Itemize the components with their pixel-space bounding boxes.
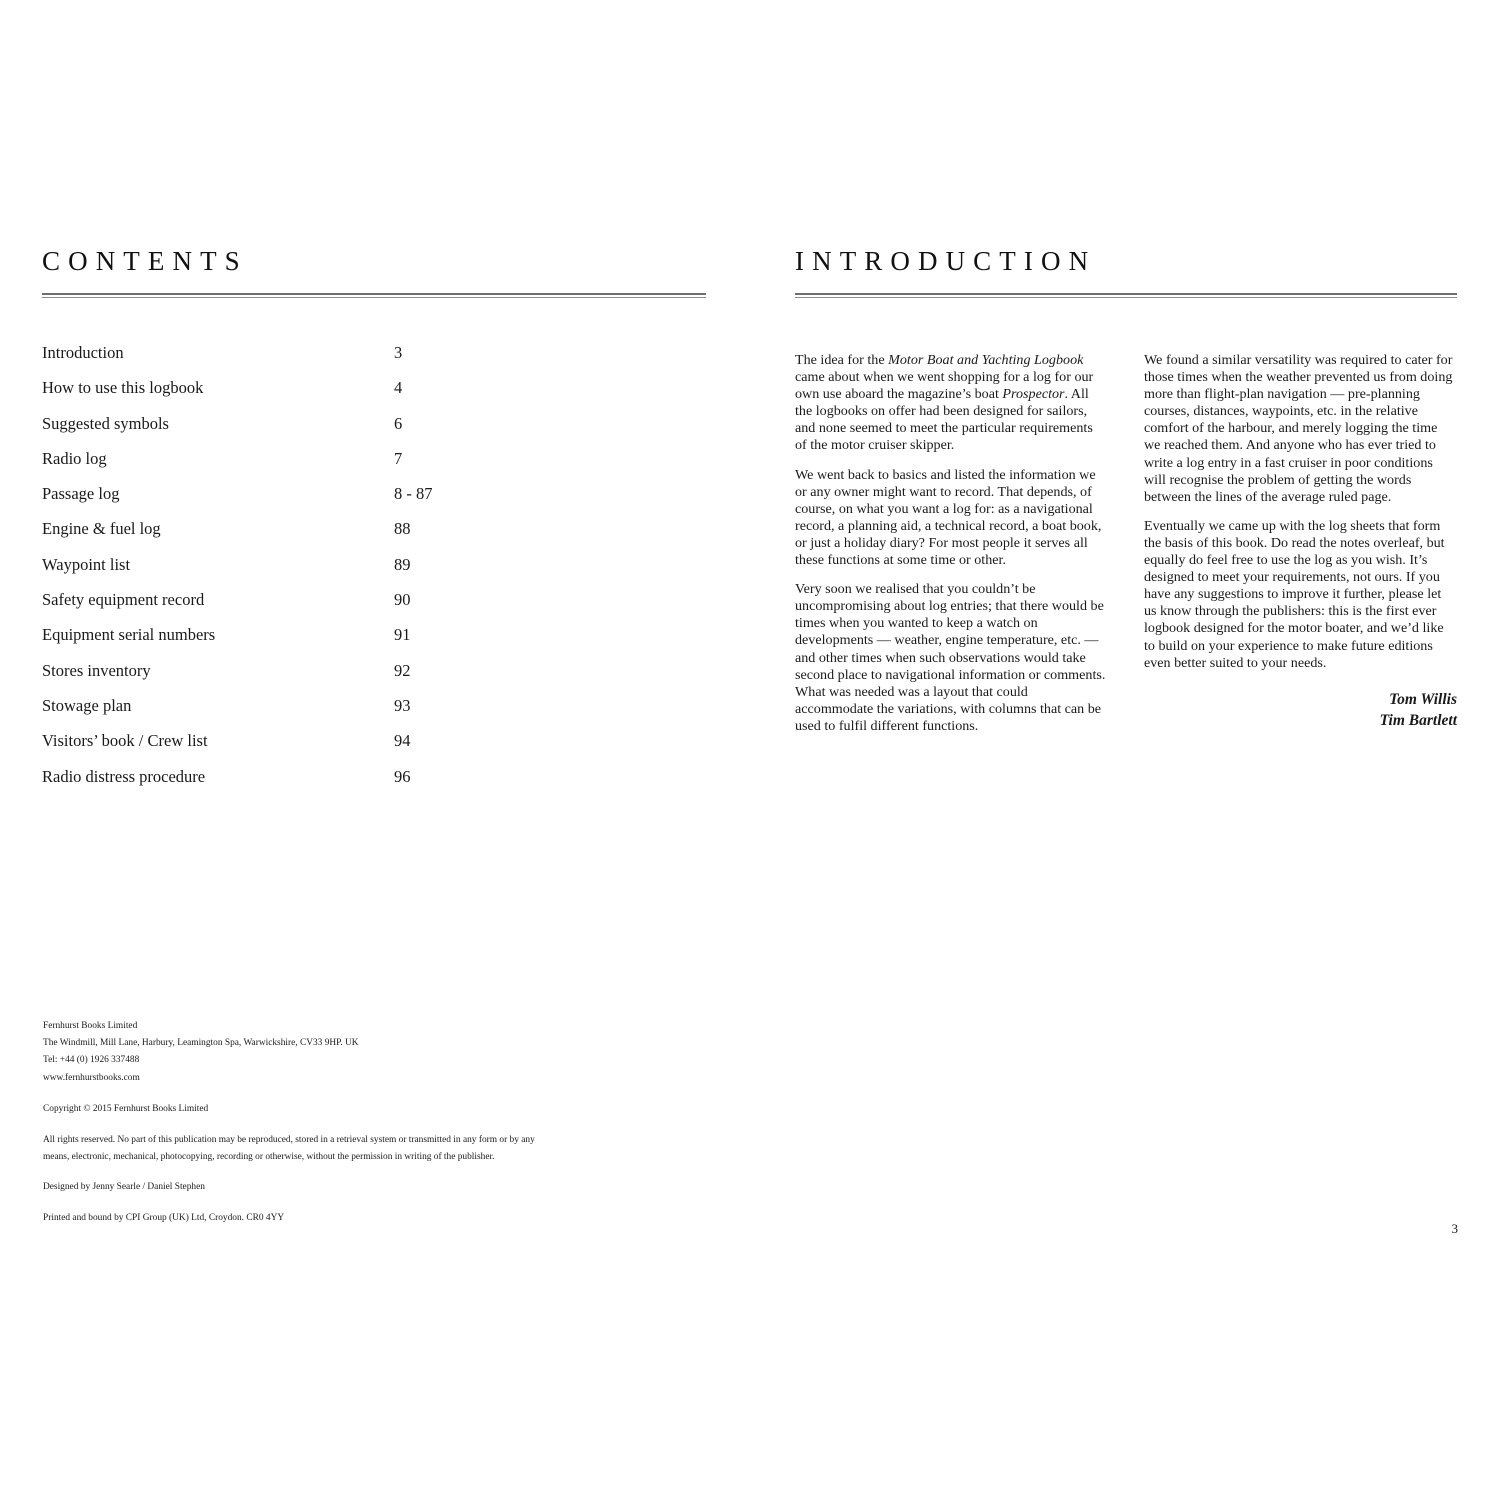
contents-entry-page: 6 [394,413,403,433]
contents-entry-page: 93 [394,695,411,715]
contents-entry-page: 88 [394,519,411,539]
intro-text-run: came about when we went shopping for a log for our own use aboard the magazine’s boat [795,369,1094,403]
contents-entry-page: 90 [394,590,411,610]
publisher-address: The Windmill, Mill Lane, Harbury, Leamington Spa, Warwickshire, CV33 9HP. UK [43,1038,359,1049]
rule-thick [795,293,1457,295]
introduction-heading-rule [795,293,1457,298]
contents-list [42,345,662,804]
right-page-introduction [750,0,1500,1500]
contents-entry[interactable] [42,766,662,804]
copyright-block [43,1101,683,1118]
contents-entry[interactable] [42,486,662,521]
signature-tim-bartlett: Tim Bartlett [1379,711,1457,729]
contents-entry[interactable] [42,695,662,733]
contents-entry[interactable] [42,413,662,451]
designed-by-block [43,1179,683,1196]
intro-text-run: The idea for the [795,352,889,368]
contents-entry-page: 94 [394,731,411,751]
intro-text-run: . All the logbooks on offer had been designed for sailors, and none seemed to meet the particular requirements of the motor cruiser skipper. [795,386,1093,454]
publisher-telephone: Tel: +44 (0) 1926 337488 [43,1055,140,1066]
book-title-italic: Motor Boat and Yachting Logbook [888,352,1084,368]
boat-name-italic: Prospector [1002,386,1065,403]
contents-entry-title: Suggested symbols [42,413,169,433]
intro-paragraph: Eventually we came up with the log sheets that form the basis of this book. Do read the notes overleaf, but equally do feel free to use the log as you wish. It’s designed to meet your requirements, not ours. If you have any suggestions to improve it further, please let us know through the publishers: this is the first ever logbook designed for the motor boater, and we’d like to build on your experience to make future editions even better suited to your needs. [1144,517,1445,671]
contents-entry[interactable] [42,554,662,592]
introduction-heading: INTRODUCTION [795,246,1097,276]
contents-entry[interactable] [42,521,662,556]
imprint-block [43,1018,683,1227]
contents-entry-page: 4 [394,378,403,398]
contents-entry-title: Introduction [42,343,124,362]
rule-thin [42,297,706,298]
contents-entry[interactable] [42,380,662,415]
rights-line-one: All rights reserved. No part of this publication may be reproduced, stored in a retrieval system or transmitted in any form or by any [43,1135,535,1146]
copyright-notice: Copyright © 2015 Fernhurst Books Limited [43,1103,209,1114]
intro-paragraph: We found a similar versatility was required to cater for those times when the weather prevented us from doing more than flight-plan navigation — pre-planning courses, distances, waypoints, etc. in the relative comfort of the harbour, and merely logging the time we reached them. And anyone who has ever tried to write a log entry in a fast cruiser in poor conditions will recognise the problem of getting the words between the lines of the average ruled page. [1144,352,1453,505]
contents-entry-page: 8 - 87 [394,484,433,504]
rule-thick [42,293,706,295]
rights-reserved-block [43,1132,683,1165]
introduction-column-one [795,352,1108,735]
contents-entry-title: Stores inventory [42,660,151,680]
introduction-columns [795,352,1457,735]
contents-entry-page: 89 [394,554,411,574]
signature-tom-willis: Tom Willis [1389,690,1457,708]
intro-paragraph: Very soon we realised that you couldn’t be uncompromising about log entries; that there would be times when you wanted to keep a watch on developments — weather, engine temperature, etc. — and other times when such observations would take second place to navigational information or comments. What was needed was a layout that could accommodate the variations, with columns that can be used to fulfil different functions. [795,581,1106,734]
contents-entry-page: 7 [394,448,403,468]
designed-by: Designed by Jenny Searle / Daniel Stephen [43,1182,205,1193]
contents-heading: CONTENTS [42,246,248,276]
contents-entry-page: 92 [394,660,411,680]
contents-entry-title: Waypoint list [42,554,131,574]
contents-entry-title: Visitors’ book / Crew list [42,731,208,751]
contents-header [42,248,706,298]
introduction-column-two [1144,352,1457,735]
contents-entry[interactable] [42,733,662,768]
publisher-address-block [43,1018,683,1087]
contents-entry[interactable] [42,448,662,486]
intro-paragraph: We went back to basics and listed the information we or any owner might want to record. That depends, of course, on what you want a log for: as a navigational record, a planning aid, a technical record, a boat book, or just a holiday diary? For most people it serves all these functions at some time or other. [795,466,1102,569]
introduction-header [795,248,1457,298]
contents-entry-page: 91 [394,625,411,645]
contents-entry-page: 96 [394,766,411,786]
rule-thin [795,297,1457,298]
printed-by-block [43,1210,683,1227]
contents-entry-title: Engine & fuel log [42,519,161,539]
contents-entry[interactable] [42,627,662,662]
contents-entry-page: 3 [394,343,403,362]
intro-paragraph [795,352,1108,455]
contents-entry-title: Safety equipment record [42,590,205,610]
contents-entry[interactable] [42,345,662,380]
printed-by: Printed and bound by CPI Group (UK) Ltd, Croydon. CR0 4YY [43,1213,285,1224]
publisher-website[interactable]: www.fernhurstbooks.com [43,1072,140,1083]
page-number: 3 [1451,1221,1458,1236]
rights-line-two: means, electronic, mechanical, photocopying, recording or otherwise, without the permission in writing of the publisher. [43,1151,495,1162]
contents-entry[interactable] [42,592,662,627]
contents-entry-title: How to use this logbook [42,378,204,398]
contents-entry-title: Radio distress procedure [42,766,206,786]
contents-entry-title: Stowage plan [42,695,132,715]
contents-entry-title: Radio log [42,448,107,468]
contents-entry-title: Equipment serial numbers [42,625,216,645]
contents-entry[interactable] [42,660,662,698]
contents-heading-rule [42,293,706,298]
publisher-name: Fernhurst Books Limited [43,1021,138,1031]
signature-block [1144,689,1457,731]
contents-entry-title: Passage log [42,484,120,504]
